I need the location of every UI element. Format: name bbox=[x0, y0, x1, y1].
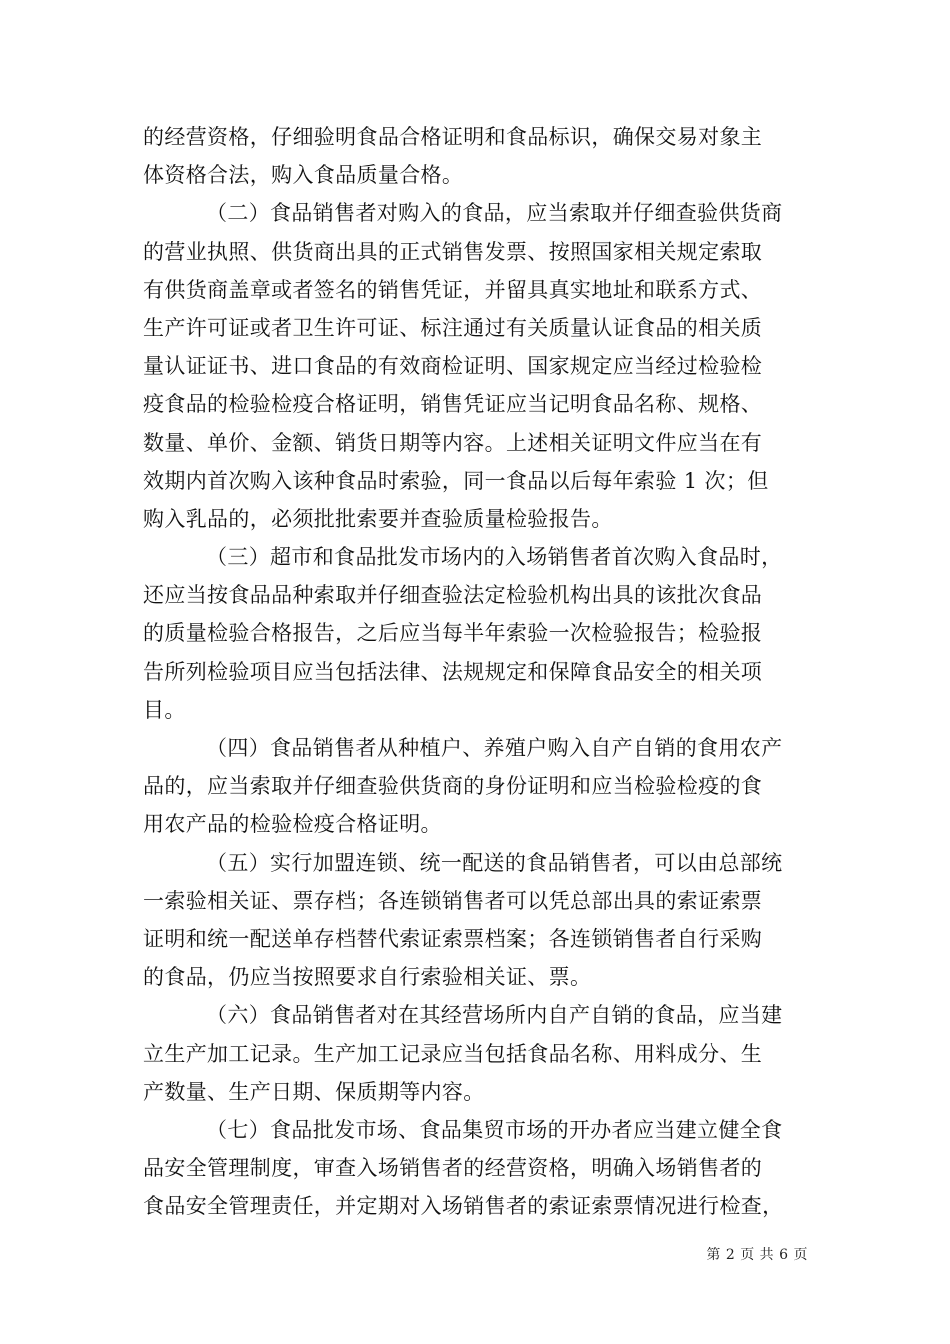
text-line: 目。 bbox=[143, 697, 186, 722]
text-line: 证明和统一配送单存档替代索证索票档案；各连锁销售者自行采购 bbox=[143, 926, 763, 951]
paragraph-6-start: （六）食品销售者对在其经营场所内自产自销的食品，应当建 bbox=[206, 1003, 783, 1028]
text-line: 购入乳品的，必须批批索要并查验质量检验报告。 bbox=[143, 506, 613, 531]
text-line: 一索验相关证、票存档；各连锁销售者可以凭总部出具的索证索票 bbox=[143, 888, 763, 913]
text-line: 体资格合法，购入食品质量合格。 bbox=[143, 163, 464, 188]
text-line: 品的，应当索取并仔细查验供货商的身份证明和应当检验检疫的食 bbox=[143, 774, 763, 799]
text-line: 的质量检验合格报告，之后应当每半年索验一次检验报告；检验报 bbox=[143, 621, 763, 646]
text-line: 疫食品的检验检疫合格证明，销售凭证应当记明食品名称、规格、 bbox=[143, 392, 763, 417]
text-line: 数量、单价、金额、销货日期等内容。上述相关证明文件应当在有 bbox=[143, 430, 763, 455]
text-line: 的经营资格，仔细验明食品合格证明和食品标识，确保交易对象主 bbox=[143, 125, 763, 149]
text-line: 用农产品的检验检疫合格证明。 bbox=[143, 812, 442, 837]
paragraph-2-start: （二）食品销售者对购入的食品，应当索取并仔细查验供货商 bbox=[206, 201, 783, 226]
text-line: 生产许可证或者卫生许可证、标注通过有关质量认证食品的相关质 bbox=[143, 315, 763, 340]
text-line: 产数量、生产日期、保质期等内容。 bbox=[143, 1079, 485, 1104]
paragraph-3-start: （三）超市和食品批发市场内的入场销售者首次购入食品时， bbox=[206, 545, 783, 570]
paragraph-5-start: （五）实行加盟连锁、统一配送的食品销售者，可以由总部统 bbox=[206, 850, 783, 875]
text-line: 的营业执照、供货商出具的正式销售发票、按照国家相关规定索取 bbox=[143, 239, 763, 264]
text-line: 效期内首次购入该种食品时索验，同一食品以后每年索验 1 次；但 bbox=[143, 468, 769, 493]
text-line: 的食品，仍应当按照要求自行索验相关证、票。 bbox=[143, 965, 592, 990]
text-line: 告所列检验项目应当包括法律、法规规定和保障食品安全的相关项 bbox=[143, 659, 763, 684]
text-line: 立生产加工记录。生产加工记录应当包括食品名称、用料成分、生 bbox=[143, 1041, 763, 1066]
text-line: 食品安全管理责任，并定期对入场销售者的索证索票情况进行检查， bbox=[143, 1194, 784, 1219]
text-line: 量认证证书、进口食品的有效商检证明、国家规定应当经过检验检 bbox=[143, 354, 763, 379]
paragraph-4-start: （四）食品销售者从种植户、养殖户购入自产自销的食用农产 bbox=[206, 736, 783, 760]
text-line: 有供货商盖章或者签名的销售凭证，并留具真实地址和联系方式、 bbox=[143, 277, 763, 302]
document-body bbox=[143, 118, 811, 1225]
page-number: 第 2 页 共 6 页 bbox=[706, 1247, 808, 1263]
paragraph-7-start: （七）食品批发市场、食品集贸市场的开办者应当建立健全食 bbox=[206, 1117, 783, 1142]
text-line: 还应当按食品品种索取并仔细查验法定检验机构出具的该批次食品 bbox=[143, 583, 763, 608]
text-line: 品安全管理制度，审查入场销售者的经营资格，明确入场销售者的 bbox=[143, 1156, 763, 1181]
